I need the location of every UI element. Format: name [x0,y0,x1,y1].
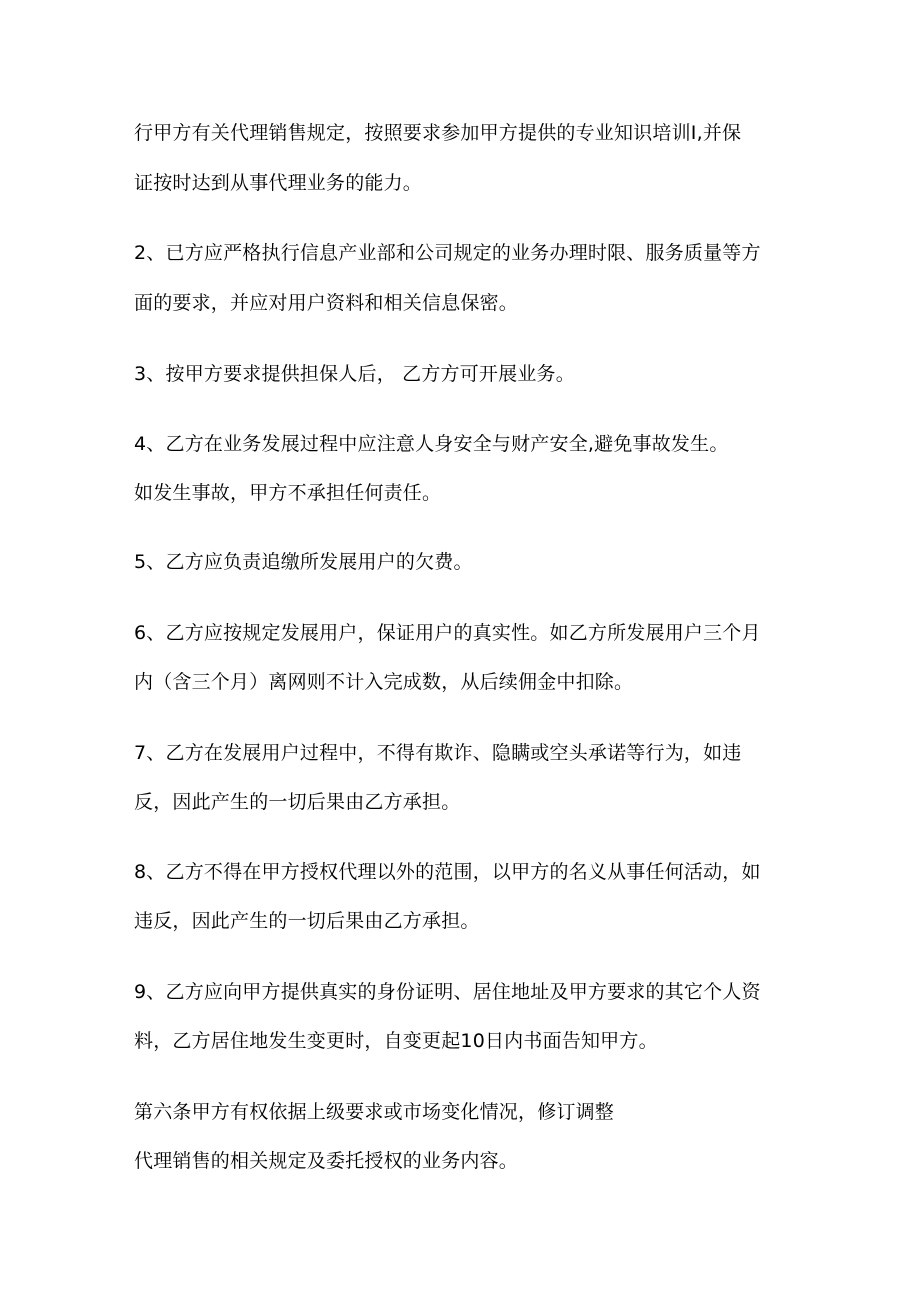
p2-line-2: 面的要求，并应对用户资料和相关信息保密。 [134,292,519,314]
p8-line-1: 8、乙方不得在甲方授权代理以外的范围，以甲方的名义从事任何活动，如 [134,861,761,883]
article-6-line-1: 第六条甲方有权依据上级要求或市场变化情况，修订调整 [134,1101,615,1123]
p9-line-2: 料，乙方居住地发生变更时，自变更起10日内书面告知甲方。 [134,1030,658,1052]
article-6-line-2: 代理销售的相关规定及委托授权的业务内容。 [134,1150,519,1172]
p8-line-2: 违反，因此产生的一切后果由乙方承担。 [134,910,480,932]
p5-line-1: 5、乙方应负责追缴所发展用户的欠费。 [134,551,473,573]
p7-line-1: 7、乙方在发展用户过程中，不得有欺诈、隐瞒或空头承诺等行为，如违 [134,742,742,764]
p9-line-1: 9、乙方应向甲方提供真实的身份证明、居住地址及甲方要求的其它个人资 [134,981,761,1003]
p2-line-1: 2、已方应严格执行信息产业部和公司规定的业务办理时限、服务质量等方 [134,242,761,264]
p1-line-1: 行甲方有关代理销售规定，按照要求参加甲方提供的专业知识培训Ⅰ,并保 [134,122,742,144]
p4-line-1: 4、乙方在业务发展过程中应注意人身安全与财产安全,避免事故发生。 [134,433,729,455]
p1-line-2: 证按时达到从事代理业务的能力。 [134,172,423,194]
p7-line-2: 反，因此产生的一切后果由乙方承担。 [134,791,461,813]
p4-line-2: 如发生事故，甲方不承担任何责任。 [134,482,442,504]
p3-line-1: 3、按甲方要求提供担保人后， 乙方方可开展业务。 [134,363,575,385]
p6-line-1: 6、乙方应按规定发展用户，保证用户的真实性。如乙方所发展用户三个月 [134,622,761,644]
p6-line-2: 内（含三个月）离网则不计入完成数，从后续佣金中扣除。 [134,671,634,693]
